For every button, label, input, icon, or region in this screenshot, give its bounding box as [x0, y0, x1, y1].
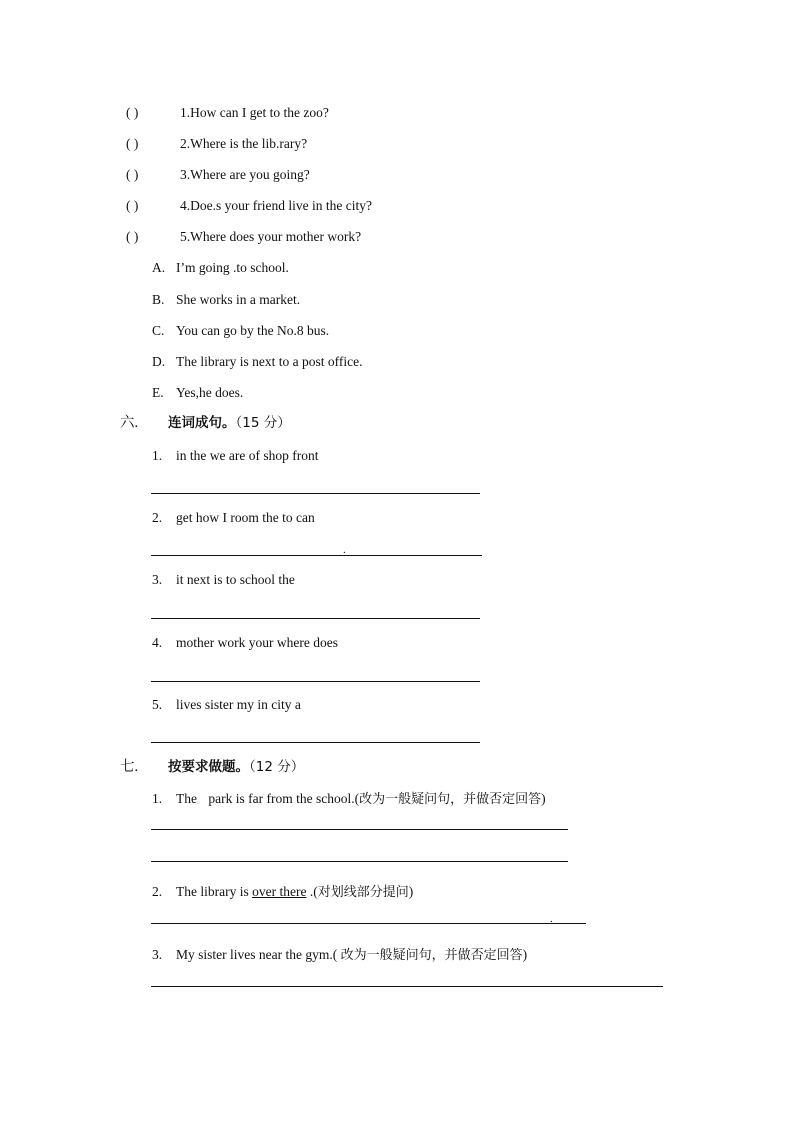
answer-line[interactable]: [151, 493, 480, 494]
scrambled-words: lives sister my in city a: [176, 697, 301, 712]
answer-line[interactable]: [151, 555, 482, 556]
sentence-text: .(: [306, 884, 318, 899]
sentence-start: My sister lives near the gym.(: [176, 947, 341, 962]
section-title: 按要求做题。: [168, 759, 249, 775]
option-text: Yes,he does.: [176, 385, 244, 400]
scramble-item-1: [152, 447, 318, 465]
scramble-item-5: [152, 696, 301, 714]
answer-bracket[interactable]: ( ): [126, 136, 139, 151]
stray-mark: 。: [197, 796, 205, 805]
item-number: 1.: [152, 791, 163, 806]
transform-item-2: [152, 883, 413, 902]
option-text: I’m going .to school.: [176, 260, 289, 275]
item-number: 5.: [152, 697, 163, 712]
question-text: 3.Where are you going?: [180, 167, 310, 182]
section-6-heading: [120, 413, 291, 433]
option-letter: C.: [152, 323, 165, 338]
stray-dot: .: [343, 544, 346, 556]
question-4: [126, 197, 372, 215]
question-text: 1.How can I get to the zoo?: [180, 105, 329, 120]
item-number: 1.: [152, 448, 163, 463]
question-2: [126, 135, 307, 153]
answer-bracket[interactable]: ( ): [126, 229, 139, 244]
instruction-text: 对划线部分提问: [317, 885, 409, 900]
option-d: [152, 353, 362, 371]
question-5: [126, 228, 361, 246]
transform-item-3: [152, 946, 527, 965]
question-1: [126, 104, 329, 122]
option-c: [152, 322, 329, 340]
option-letter: A.: [152, 260, 166, 275]
scrambled-words: get how I room the to can: [176, 510, 315, 525]
option-text: She works in a market.: [176, 292, 301, 307]
item-number: 2.: [152, 510, 163, 525]
underlined-phrase: over there: [252, 884, 307, 899]
option-b: [152, 291, 300, 309]
option-letter: B.: [152, 292, 165, 307]
answer-line[interactable]: [151, 681, 480, 682]
sentence-start: The: [176, 791, 197, 806]
option-e: [152, 384, 243, 402]
section-score: （12 分）: [249, 759, 305, 775]
sentence-end: ): [522, 947, 528, 962]
section-number: 六.: [120, 415, 139, 431]
sentence-start: The library is: [176, 884, 253, 899]
answer-line[interactable]: [151, 742, 480, 743]
sentence-text: park is far from the school.(: [205, 791, 360, 806]
option-a: [152, 259, 289, 277]
item-number: 2.: [152, 884, 163, 899]
section-title: 连词成句。: [168, 415, 236, 431]
instruction-text: 改为一般疑问句，并做否定回答: [359, 792, 542, 807]
sentence-end: ): [541, 791, 546, 806]
sentence-end: ): [408, 884, 414, 899]
answer-bracket[interactable]: ( ): [126, 167, 139, 182]
question-text: 5.Where does your mother work?: [180, 229, 362, 244]
transform-item-1: [152, 790, 546, 810]
scramble-item-3: [152, 571, 295, 589]
scramble-item-2: [152, 509, 315, 527]
section-score: （15 分）: [235, 415, 291, 431]
question-3: [126, 166, 310, 184]
scramble-item-4: [152, 634, 338, 652]
answer-bracket[interactable]: ( ): [126, 198, 139, 213]
stray-dot: .: [550, 913, 553, 925]
question-text: 2.Where is the lib.rary?: [180, 136, 308, 151]
answer-line[interactable]: [151, 986, 663, 987]
answer-line[interactable]: [151, 618, 480, 619]
option-text: The library is next to a post office.: [176, 354, 363, 369]
item-number: 3.: [152, 947, 163, 962]
question-text: 4.Doe.s your friend live in the city?: [180, 198, 372, 213]
answer-line[interactable]: [151, 923, 586, 924]
scrambled-words: it next is to school the: [176, 572, 295, 587]
option-letter: D.: [152, 354, 166, 369]
answer-line[interactable]: [151, 829, 568, 830]
section-number: 七.: [120, 759, 139, 775]
instruction-text: 改为一般疑问句，并做否定回答: [340, 948, 523, 963]
option-letter: E.: [152, 385, 164, 400]
answer-bracket[interactable]: ( ): [126, 105, 139, 120]
item-number: 3.: [152, 572, 163, 587]
scrambled-words: mother work your where does: [176, 635, 338, 650]
scrambled-words: in the we are of shop front: [176, 448, 319, 463]
answer-line[interactable]: [151, 861, 568, 862]
option-text: You can go by the No.8 bus.: [176, 323, 330, 338]
item-number: 4.: [152, 635, 163, 650]
section-7-heading: [120, 757, 304, 777]
